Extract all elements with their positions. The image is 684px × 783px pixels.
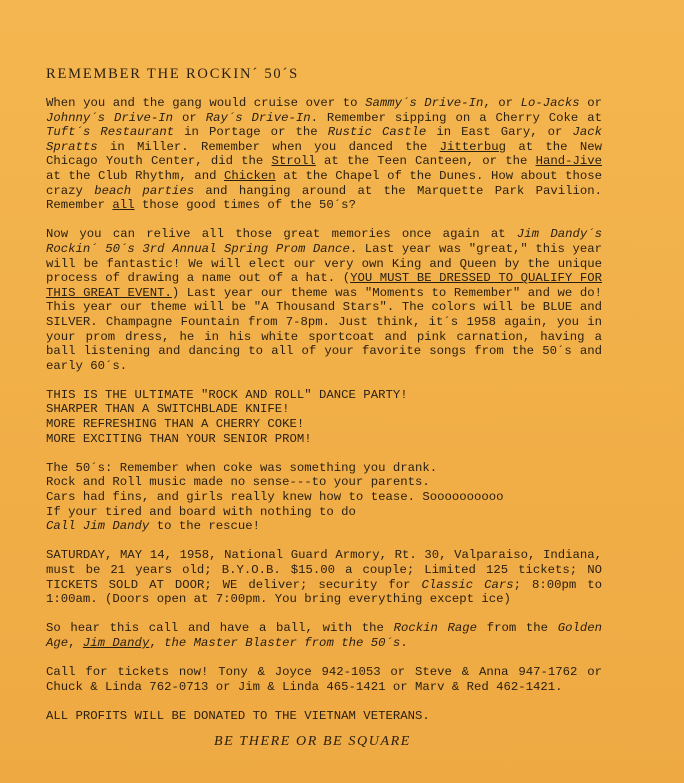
text-span: ; 8:00pm to 1:00am. (Doors open at 7:00pm. You bring everything except ice) [46, 577, 602, 607]
text-span: , [149, 635, 165, 650]
slogan-line: THIS IS THE ULTIMATE "ROCK AND ROLL" DANCE PARTY! [46, 387, 408, 402]
emphasis-text: all [112, 198, 135, 213]
flyer-body [46, 96, 602, 738]
text-span: So hear this call and have a ball, with the [46, 621, 394, 636]
text-span: at the Chapel of the Dunes. How about those crazy [46, 168, 602, 198]
text-span: in Portage or the [174, 125, 328, 140]
fifties-line: If your tired and board with nothing to do [46, 504, 356, 519]
text-span: . [400, 635, 408, 650]
text-span: and hanging around at the Marquette Park Pavilion. Remember [46, 183, 602, 213]
text-span: SATURDAY, MAY 14, 1958, National Guard Armory, Rt. 30, Valparaiso, Indiana, must be 21 years old; B.Y.O.B. $15.00 a couple; Limited 125 tickets; NO TICKETS SOLD AT DOOR; WE deliver; security for [46, 548, 602, 592]
band-name: Jim Dandy [82, 635, 150, 650]
venue-name: Johnny´s Drive-In [46, 110, 174, 125]
venue-name: Lo-Jacks [520, 96, 580, 110]
details-paragraph [46, 548, 602, 606]
band-name: Golden Age [46, 621, 602, 650]
venue-name: Sammy´s Drive-In [365, 96, 484, 110]
text-span: Now you can relive all those great memories once again at [46, 227, 517, 242]
fifties-list [46, 461, 602, 534]
text-span: , or [483, 96, 521, 110]
dance-name: Stroll [271, 154, 316, 169]
fifties-line: The 50´s: Remember when coke was something you drank. [46, 460, 438, 475]
venue-name: Tuft´s Restaurant [46, 125, 175, 140]
text-span: in East Gary, or [426, 125, 573, 140]
band-paragraph [46, 621, 602, 650]
page-title: REMEMBER THE ROCKIN´ 50´S [46, 66, 299, 82]
text-span: from the [477, 621, 558, 636]
slogan-list [46, 388, 602, 446]
text-span: . Last year was "great," this year will be fantastic! We will elect our very own King and Queen by the unique process of drawing a name out of a hat. ( [46, 241, 602, 286]
dance-name: Chicken [224, 168, 276, 183]
fifties-line [46, 519, 602, 534]
dance-name: Hand-Jive [535, 154, 602, 169]
intro-paragraph [46, 96, 602, 213]
event-name: Jim Dandy´s Rockin´ 50´s 3rd Annual Spring Prom Dance [46, 227, 602, 256]
text-span: or [579, 96, 603, 110]
dance-name: Jitterbug [439, 139, 507, 154]
emphasis-text: beach parties [94, 183, 195, 198]
text-span: at the New Chicago Youth Center, did the [46, 139, 602, 169]
band-name: Rockin Rage [393, 621, 478, 636]
text-span: at the Club Rhythm, and [46, 168, 225, 183]
slogan-line: SHARPER THAN A SWITCHBLADE KNIFE! [46, 402, 290, 417]
venue-name: Ray´s Drive-In [205, 110, 311, 125]
text-span: ) Last year our theme was "Moments to Remember" and we do! This year our theme will be "A Thousand Stars". The colors will be BLUE and SILVER. Champagne Fountain from 7-8pm. Just think, it´s 1958 again, you in your prom dress, he in his white sportcoat and pink carnation, having a ball listening and dancing to all of your favorite songs from the 50´s and early 60´s. [46, 285, 602, 373]
text-span: . Remember sipping on a Cherry Coke at [310, 110, 603, 125]
call-jim-dandy: Call Jim Dandy [46, 519, 150, 534]
text-span: those good times of the 50´s? [134, 198, 356, 213]
text-span: , [68, 635, 83, 650]
dress-requirement: YOU MUST BE DRESSED TO QUALIFY FOR THIS GREAT EVENT. [46, 271, 602, 300]
text-span: When you and the gang would cruise over to [46, 96, 366, 110]
slogan-line: MORE EXCITING THAN YOUR SENIOR PROM! [46, 431, 312, 446]
footer-slogan: BE THERE OR BE SQUARE [214, 734, 411, 749]
text-span: in Miller. Remember when you danced the [97, 139, 440, 154]
text-span: to the rescue! [149, 519, 261, 534]
event-paragraph [46, 227, 602, 373]
profits-paragraph: ALL PROFITS WILL BE DONATED TO THE VIETNAM VETERANS. [46, 708, 430, 723]
venue-name: Rustic Castle [327, 125, 427, 140]
text-span: at the Teen Canteen, or the [315, 154, 536, 169]
text-span: or [173, 110, 206, 125]
venue-name: Jack Spratts [46, 125, 603, 154]
band-tagline: the Master Blaster from the 50´s [164, 635, 401, 650]
fifties-line: Cars had fins, and girls really knew how to tease. Soooooooooo [46, 490, 504, 505]
emphasis-text: Classic Cars [421, 577, 514, 592]
tickets-paragraph: Call for tickets now! Tony & Joyce 942-1053 or Steve & Anna 947-1762 or Chuck & Linda 762-0713 or Jim & Linda 465-1421 or Marv & Red 462-1421. [46, 665, 602, 694]
fifties-line: Rock and Roll music made no sense---to your parents. [46, 475, 430, 490]
slogan-line: MORE REFRESHING THAN A CHERRY COKE! [46, 417, 305, 432]
